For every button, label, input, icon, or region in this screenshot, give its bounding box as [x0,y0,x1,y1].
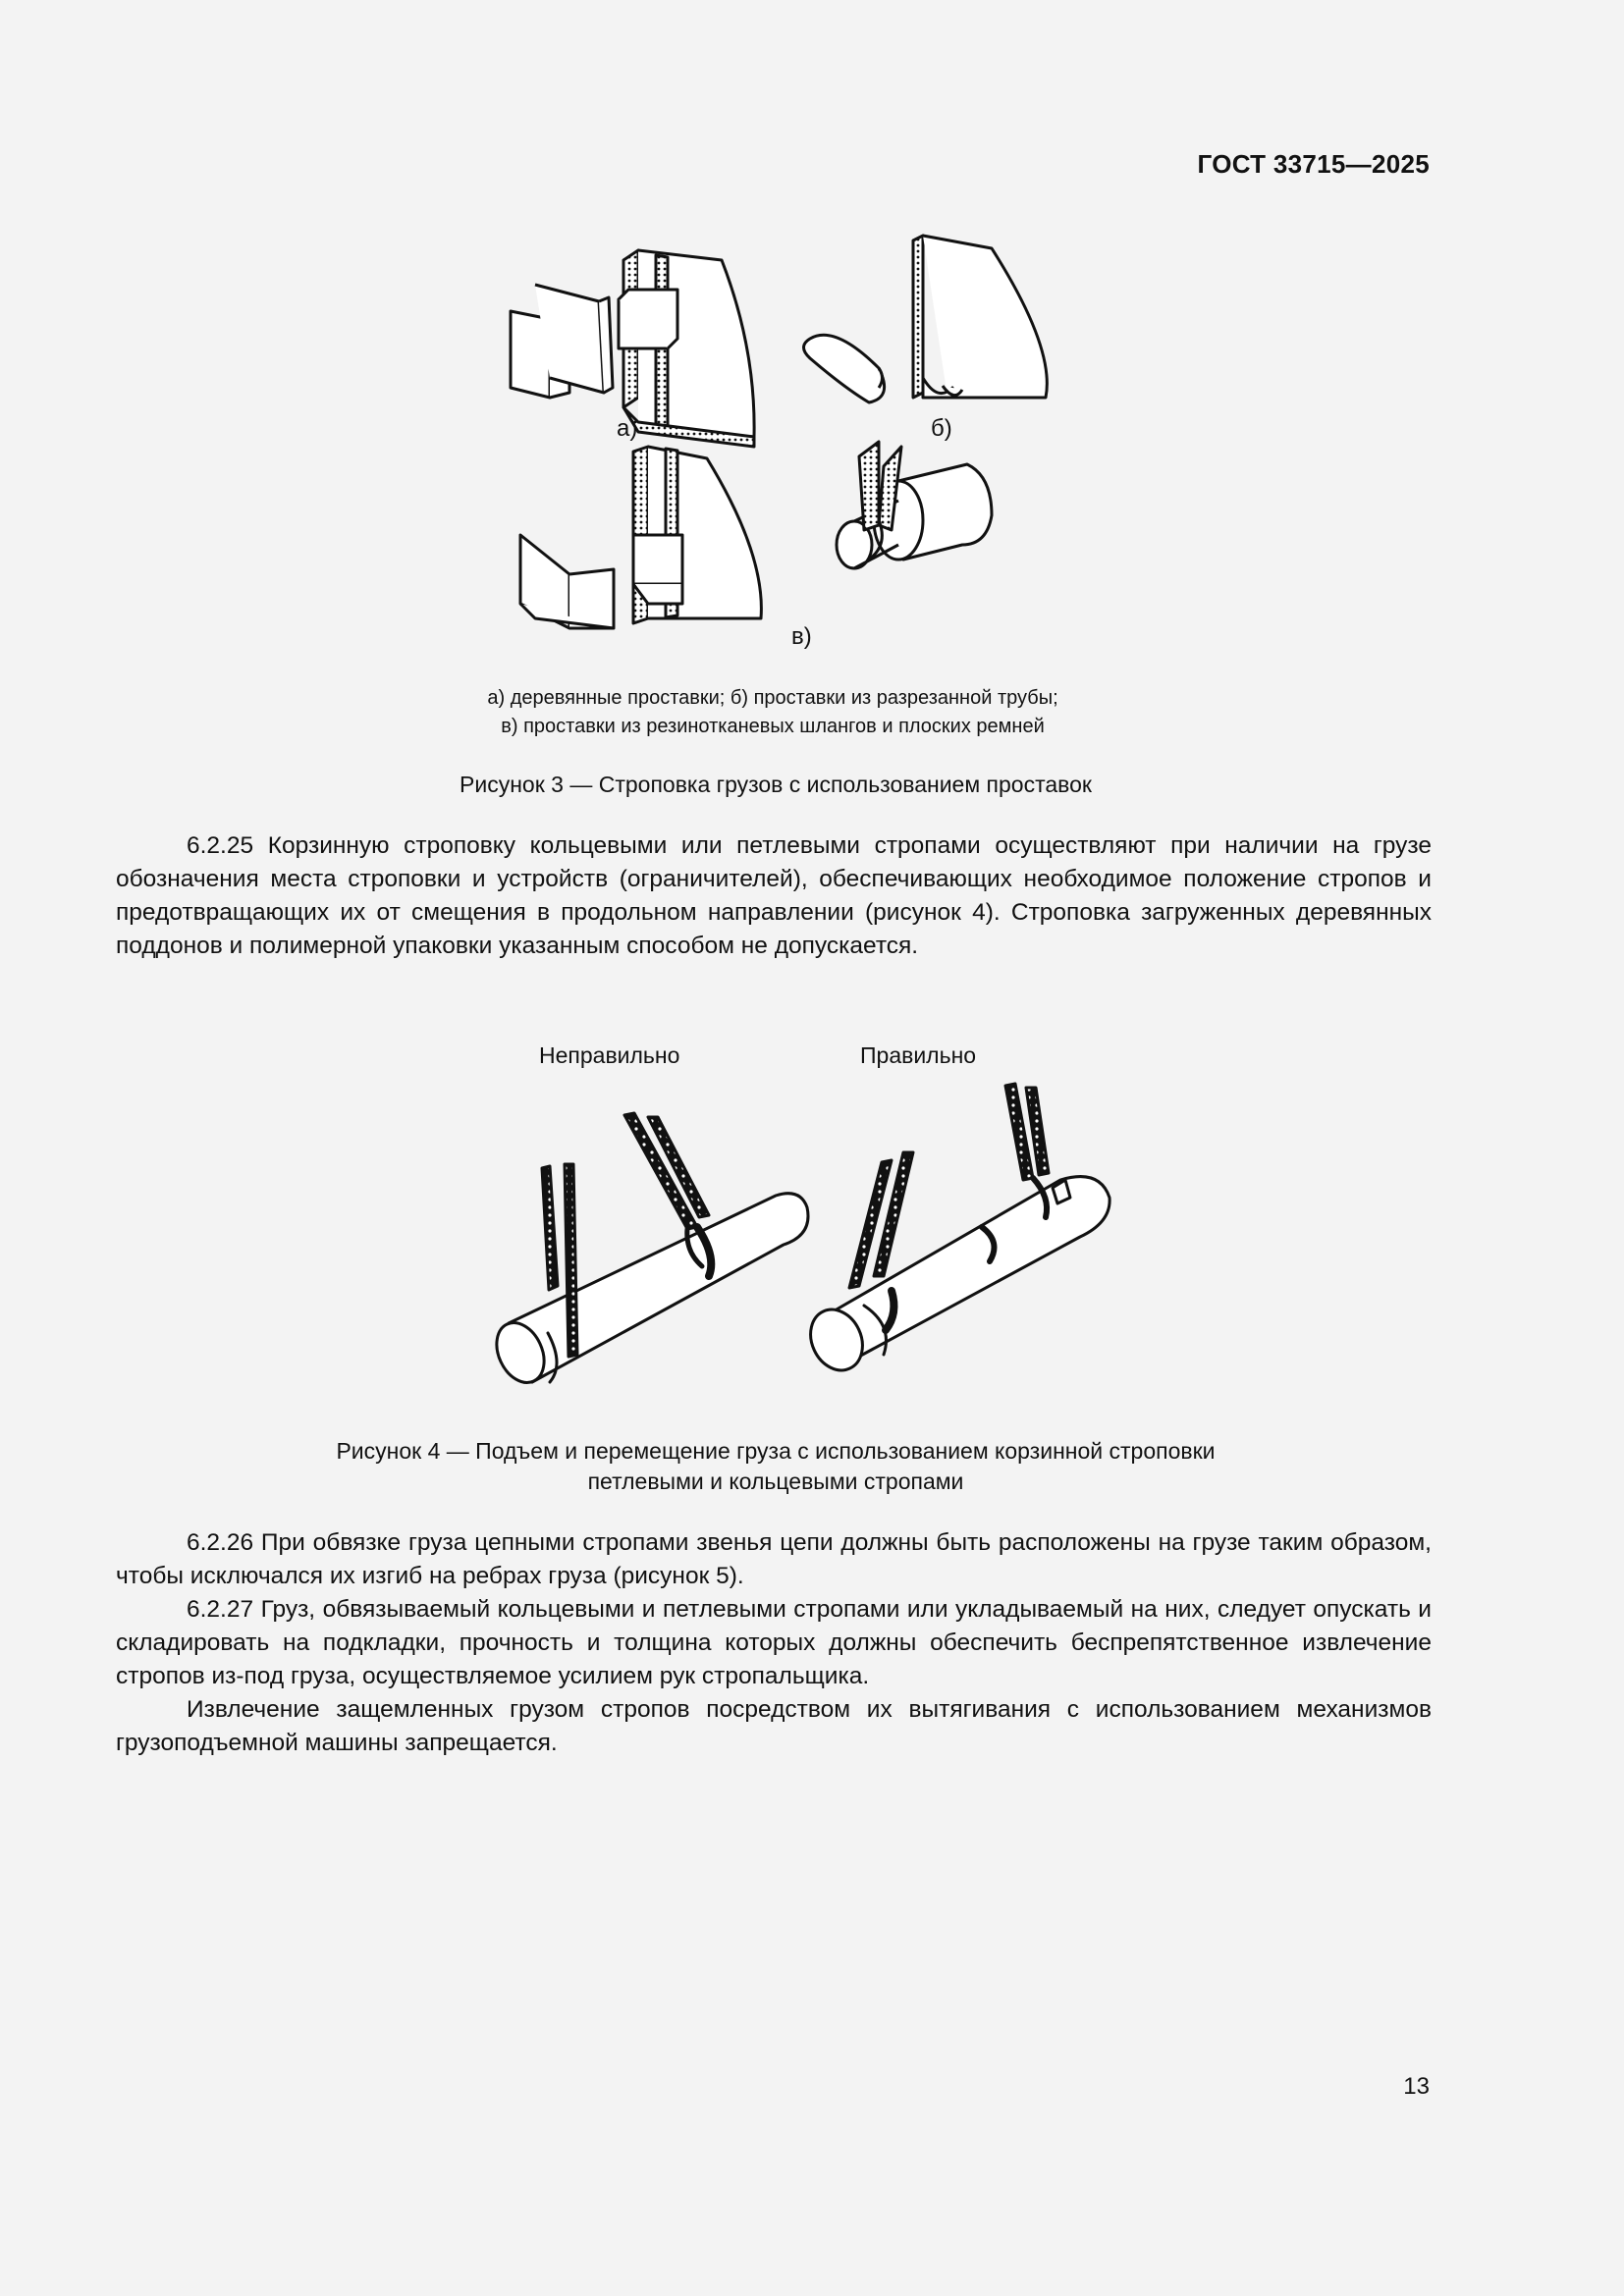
paragraph-extraction: Извлечение защемленных грузом стропов посредством их вытягивания с использованием механизмов грузоподъемной машины запрещается. [116,1696,1432,1756]
figure-4 [452,1070,1139,1404]
figure-3v-drawing [520,442,992,628]
figure-4-drawing [452,1070,1139,1404]
page-number: 13 [1403,2073,1430,2100]
figure-3-legend-line-2: в) проставки из резинотканевых шлангов и плоских ремней [501,716,1045,737]
figure-3-caption: Рисунок 3 — Строповка грузов с использованием проставок [460,772,1092,797]
figure-3-legend [0,684,1585,741]
paragraph-block-6-2-26 [116,1526,1432,1760]
figure-3a-label: а) [617,415,638,442]
figure-4-wrong-drawing [488,1113,808,1390]
paragraph-6-2-27: 6.2.27 Груз, обвязываемый кольцевыми и петлевыми стропами или укладываемый на них, следует опускать и складировать на подкладки, прочность и толщина которых должны обеспечить беспрепятственное извлечение стропов из-под груза, осуществляемое усилием рук стропальщика. [116,1596,1432,1689]
figure-4-caption-line-1: Рисунок 4 — Подъем и перемещение груза с использованием корзинной строповки [336,1438,1216,1464]
paragraph-6-2-25-text: 6.2.25 Корзинную строповку кольцевыми или петлевыми стропами осуществляют при наличии на грузе обозначения места строповки и устройств (ограничителей), обеспечивающих необходимое положение стропов и предотвращающих их от смещения в продольном направлении (рисунок 4). Строповка загруженных деревянных поддонов и полимерной упаковки указанным способом не допускается. [116,832,1432,959]
figure-4-caption [0,1436,1551,1497]
figure-3b-label: б) [931,415,952,442]
figure-4-label-wrong: Неправильно [539,1042,680,1068]
document-code: ГОСТ 33715—2025 [1197,149,1430,179]
figure-3 [491,231,1080,653]
figure-4-right-drawing [801,1084,1110,1379]
figure-3v-label: в) [791,623,812,650]
paragraph-6-2-26: 6.2.26 При обвязке груза цепными стропами звенья цепи должны быть расположены на грузе таким образом, чтобы исключался их изгиб на ребрах груза (рисунок 5). [116,1529,1432,1589]
figure-4-caption-line-2: петлевыми и кольцевыми стропами [587,1468,964,1494]
figure-3b-drawing [804,236,1048,402]
figure-4-label-right: Правильно [860,1042,977,1068]
paragraph-6-2-25 [116,829,1432,963]
figure-3-legend-line-1: а) деревянные проставки; б) проставки из разрезанной трубы; [487,687,1058,709]
figure-3-drawing [491,231,1080,653]
